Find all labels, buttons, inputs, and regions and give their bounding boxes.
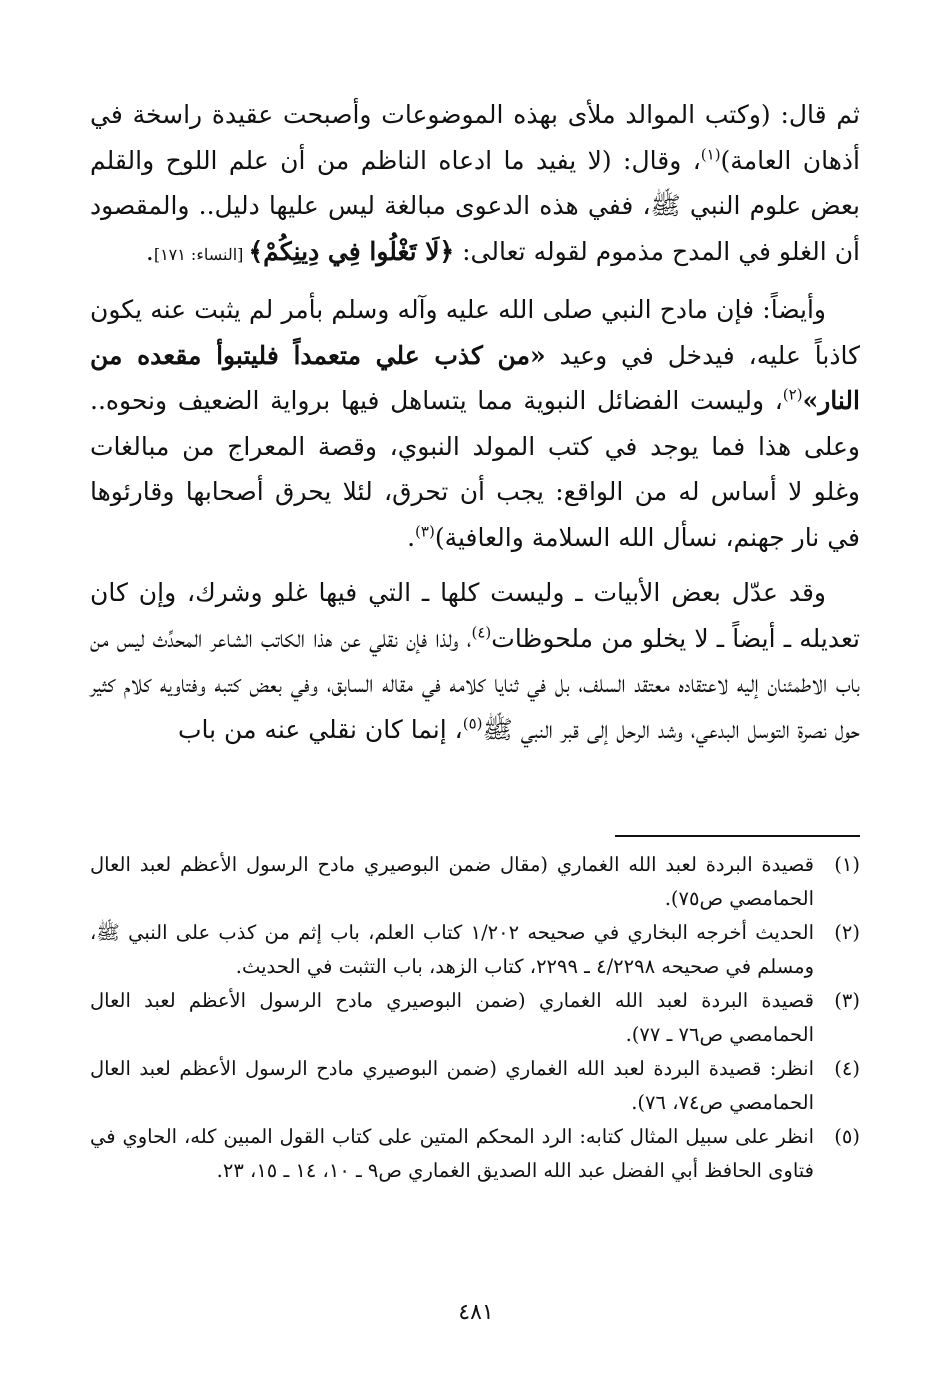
footnote-ref-5[interactable]: (٥) (462, 714, 483, 733)
footnote-number: (٥) (834, 1125, 860, 1148)
text-run: ، إنما كان نقلي عنه من باب (177, 714, 463, 744)
text-run: ثم قال: (وكتب الموالد ملأى بهذه الموضوعات وأصبحت عقيدة راسخة في أذهان العامة) (90, 100, 860, 175)
footnote-ref-4[interactable]: (٤) (471, 623, 492, 642)
footnotes (90, 848, 860, 1188)
footnote-text: قصيدة البردة لعبد الله الغماري (مقال ضمن البوصيري مادح الرسول الأعظم لعبد العال الحمامصي ص٧٥). (90, 853, 814, 910)
footnote-ref-2[interactable]: (٢) (782, 385, 803, 404)
main-text (90, 92, 860, 762)
footnote-number: (٣) (834, 989, 860, 1012)
footnote-text: انظر: قصيدة البردة لعبد الله الغماري (ضمن البوصيري مادح الرسول الأعظم لعبد العال الحمامصي ص٧٤، ٧٦). (90, 1057, 814, 1114)
text-run: وقد عدّل بعض الأبيات ـ وليست كلها ـ التي فيها غلو وشرك، وإن كان تعديله ـ أيضاً ـ لا يخلو من ملحوظات (90, 578, 860, 653)
footnote-number: (٤) (834, 1057, 860, 1080)
footnote-2 (90, 916, 860, 984)
footnote-ref-3[interactable]: (٣) (415, 522, 435, 541)
verse-reference: [النساء: ١٧١] (153, 244, 249, 264)
footnote-ref-1[interactable]: (١) (700, 145, 721, 164)
footnote-number: (١) (834, 853, 860, 876)
text-run: . (145, 236, 154, 266)
footnote-text: انظر على سبيل المثال كتابه: الرد المحكم المتين على كتاب القول المبين كله، الحاوي في فتاوى الحافظ أبي الفضل عبد الله الصديق الغماري ص٩ ـ ١٠، ١٤ ـ ١٥، ٢٣. (90, 1125, 814, 1182)
text-run: ، ولذا فإن نقلي عن هذا الكاتب الشاعر المحدِّث ليس من باب الاطمئنان إليه لاعتقاده معتقد السلف، بل في ثنايا كلامه في مقاله السابق، وفي بعض كتبه وفتاويه كلام كثير حول نصرة التوسل البدعي، وشد الرحل إلى قبر النبي ﷺ (90, 623, 860, 744)
page-number: ٤٨١ (458, 1300, 494, 1325)
paragraph-3 (90, 570, 860, 752)
footnote-4 (90, 1052, 860, 1120)
footnote-separator (615, 835, 860, 837)
footnote-1 (90, 848, 860, 916)
hadith-quote: «من كذب علي متعمداً فليتبوأ مقعده من النار» (90, 340, 860, 415)
text-run: . (407, 522, 416, 552)
quran-verse: ﴿لَا تَغْلُوا فِي دِينِكُمْ﴾ (248, 236, 455, 266)
text-run: ، وقال: (لا يفيد ما ادعاه الناظم من أن علم اللوح والقلم بعض علوم النبي ﷺ، ففي هذه الدعوى مبالغة ليس عليها دليل.. والمقصود أن الغلو في المدح مذموم لقوله تعالى: (90, 145, 860, 266)
paragraph-2 (90, 287, 860, 560)
text-run: ، وليست الفضائل النبوية مما يتساهل فيها برواية الضعيف ونحوه.. وعلى هذا فما يوجد في كتب المولد النبوي، وقصة المعراج من مبالغات وغلو لا أساس له من الواقع: يجب أن تحرق، لئلا يحرق أصحابها وقارئوها في نار جهنم، نسأل الله السلامة والعافية) (90, 386, 860, 552)
footnote-text: قصيدة البردة لعبد الله الغماري (ضمن البوصيري مادح الرسول الأعظم لعبد العال الحمامصي ص٧٦ ـ ٧٧). (90, 989, 814, 1046)
paragraph-1 (90, 92, 860, 277)
footnote-number: (٢) (834, 921, 860, 944)
footnote-3 (90, 984, 860, 1052)
footnote-text: الحديث أخرجه البخاري في صحيحه ١/٢٠٢ كتاب العلم، باب إثم من كذب على النبي ﷺ، ومسلم في صحيحه ٤/٢٢٩٨ ـ ٢٢٩٩، كتاب الزهد، باب التثبت في الحديث. (90, 921, 814, 978)
text-run: وأيضاً: فإن مادح النبي صلى الله عليه وآله وسلم بأمر لم يثبت عنه يكون كاذباً عليه، فيدخل في وعيد (90, 295, 860, 370)
footnote-5 (90, 1120, 860, 1188)
